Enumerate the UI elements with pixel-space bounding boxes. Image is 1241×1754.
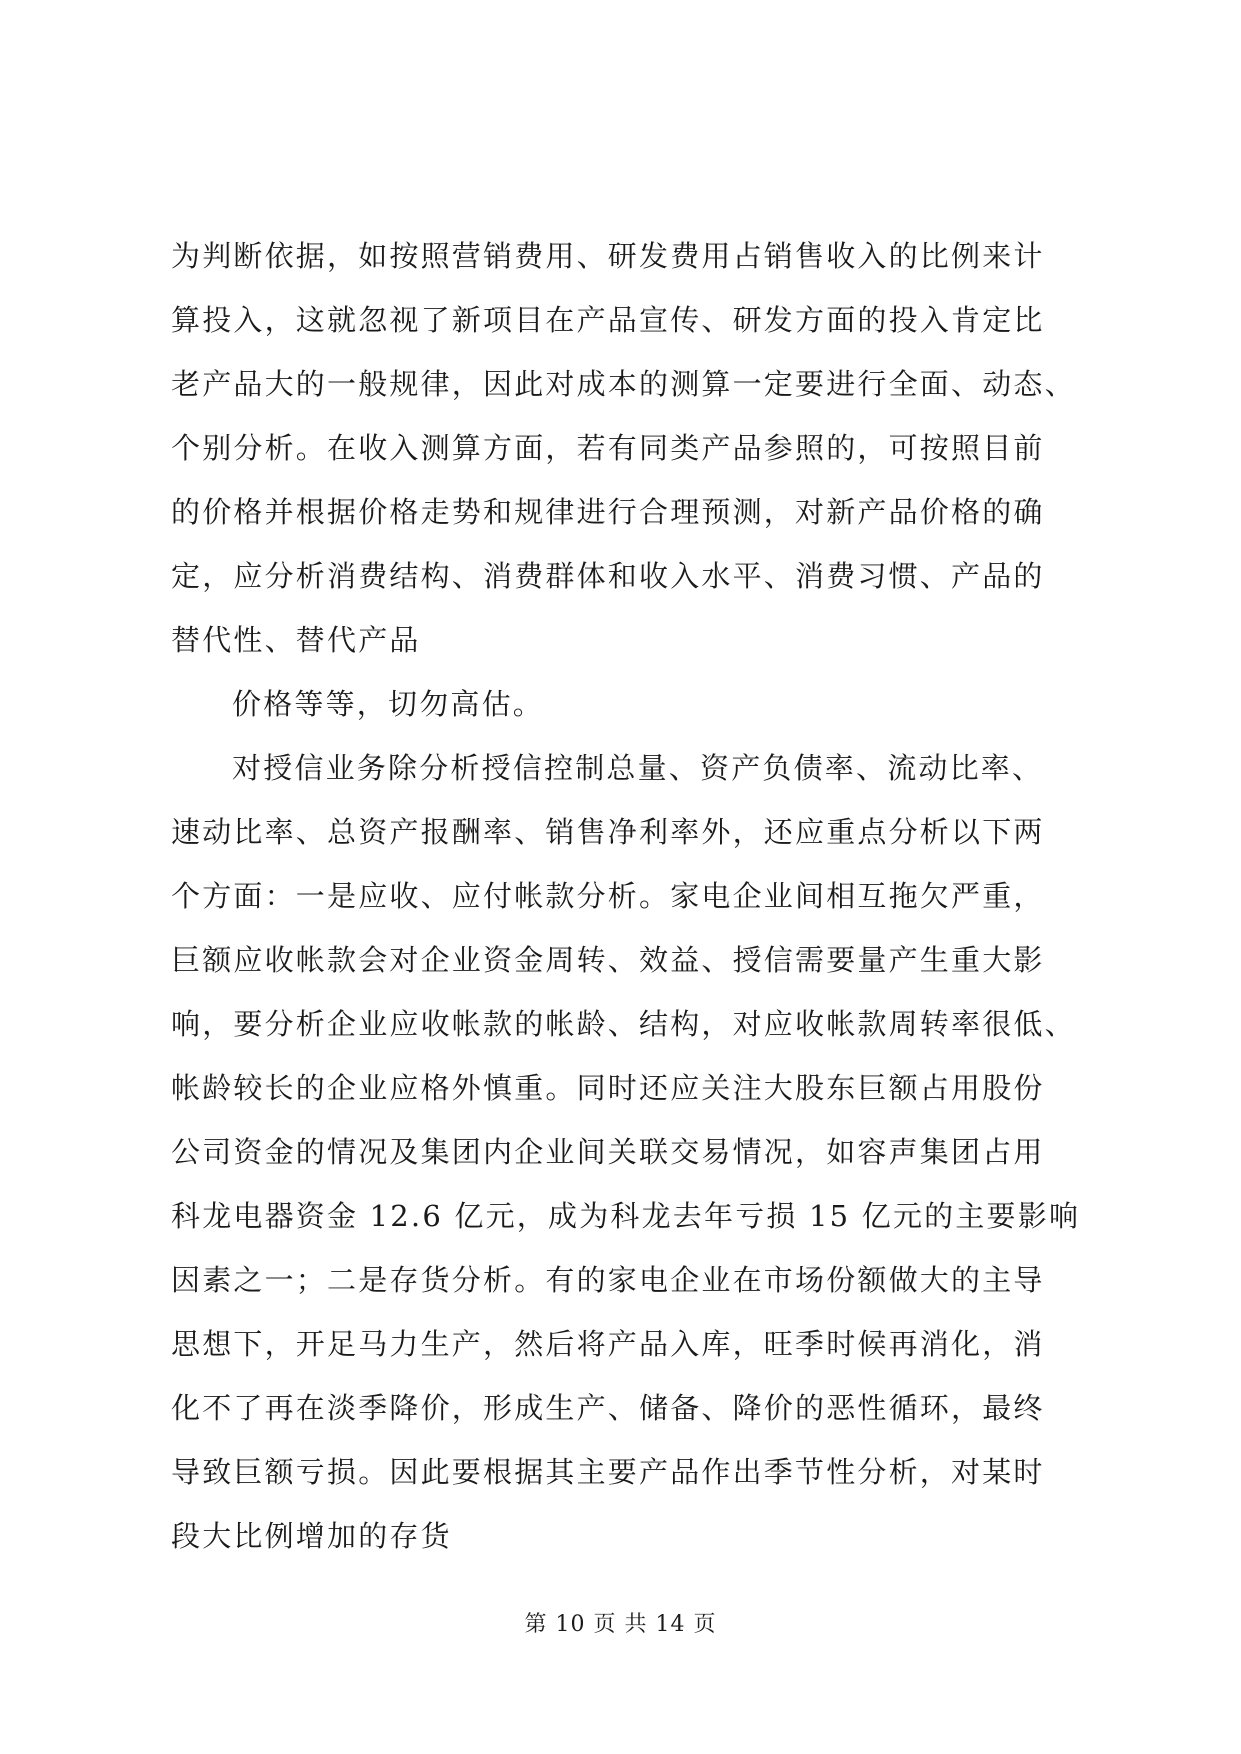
- text-line: 公司资金的情况及集团内企业间关联交易情况，如容声集团占用: [171, 1135, 1045, 1169]
- text-line: 化不了再在淡季降价，形成生产、储备、降价的恶性循环，最终: [171, 1391, 1045, 1425]
- text-line: 响，要分析企业应收帐款的帐龄、结构，对应收帐款周转率很低、: [171, 1007, 1076, 1041]
- text-line: 为判断依据，如按照营销费用、研发费用占销售收入的比例来计: [171, 239, 1045, 273]
- text-line: 速动比率、总资产报酬率、销售净利率外，还应重点分析以下两: [171, 815, 1045, 849]
- text-line: 段大比例增加的存货: [171, 1519, 452, 1553]
- paragraph-start-line: 对授信业务除分析授信控制总量、资产负债率、流动比率、: [232, 751, 1044, 785]
- text-line: 巨额应收帐款会对企业资金周转、效益、授信需要量产生重大影: [171, 943, 1045, 977]
- text-line: 帐龄较长的企业应格外慎重。同时还应关注大股东巨额占用股份: [171, 1071, 1045, 1105]
- text-line: 替代性、替代产品: [171, 623, 421, 657]
- text-line: 老产品大的一般规律，因此对成本的测算一定要进行全面、动态、: [171, 367, 1076, 401]
- text-line: 定，应分析消费结构、消费群体和收入水平、消费习惯、产品的: [171, 559, 1045, 593]
- page-footer: 第 10 页 共 14 页: [524, 1612, 717, 1637]
- text-line: 因素之一；二是存货分析。有的家电企业在市场份额做大的主导: [171, 1263, 1045, 1297]
- text-line: 科龙电器资金 12.6 亿元，成为科龙去年亏损 15 亿元的主要影响: [171, 1199, 1081, 1233]
- text-line: 个别分析。在收入测算方面，若有同类产品参照的，可按照目前: [171, 431, 1045, 465]
- paragraph-start-line: 价格等等，切勿高估。: [232, 687, 545, 721]
- text-line: 思想下，开足马力生产，然后将产品入库，旺季时候再消化，消: [171, 1327, 1045, 1361]
- text-line: 个方面：一是应收、应付帐款分析。家电企业间相互拖欠严重，: [171, 879, 1045, 913]
- text-line: 的价格并根据价格走势和规律进行合理预测，对新产品价格的确: [171, 495, 1045, 529]
- text-line: 导致巨额亏损。因此要根据其主要产品作出季节性分析，对某时: [171, 1455, 1045, 1489]
- text-line: 算投入，这就忽视了新项目在产品宣传、研发方面的投入肯定比: [171, 303, 1045, 337]
